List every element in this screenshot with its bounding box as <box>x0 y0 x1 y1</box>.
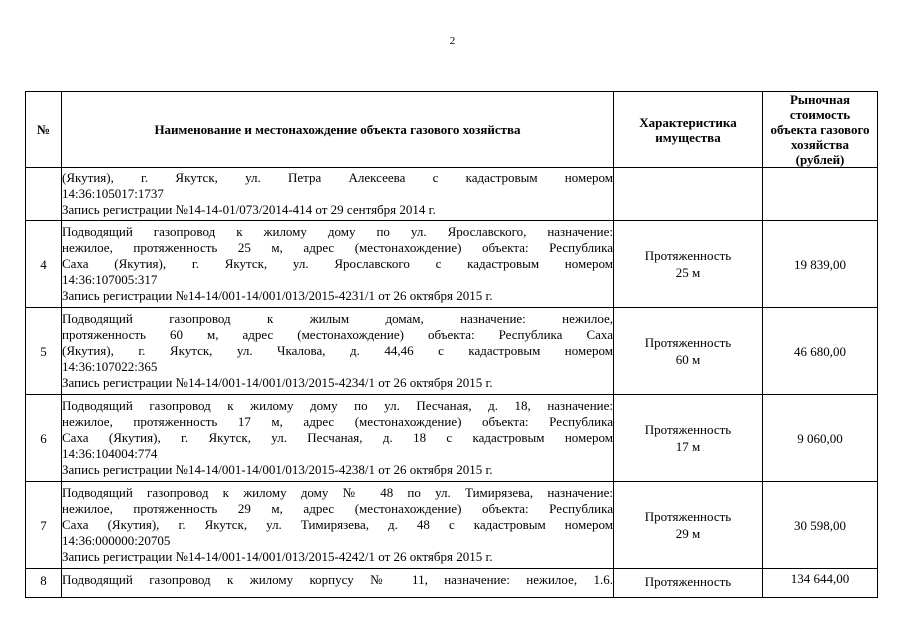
description-line: Запись регистрации №14-14/001-14/001/013/2015-4234/1 от 26 октября 2015 г. <box>62 375 493 390</box>
characteristic-label: Протяженность <box>644 335 732 350</box>
characteristic-label: Протяженность <box>644 509 732 524</box>
description-line: Подводящий газопровод к жилому дому по ул. Ярославского, назначение: <box>62 224 613 239</box>
row-characteristic-cell <box>614 168 763 221</box>
row-characteristic-cell <box>614 395 763 482</box>
row-description-cell <box>62 308 614 395</box>
description-line: Саха (Якутия), г. Якутск, ул. Ярославского с кадастровым номером <box>62 256 613 271</box>
description-line: Саха (Якутия), г. Якутск, ул. Песчаная, д. 18 с кадастровым номером <box>62 430 613 445</box>
table-row <box>26 221 878 308</box>
row-description-cell <box>62 482 614 569</box>
description-line: 14:36:107022:365 <box>62 359 158 374</box>
row-number-cell: 7 <box>26 482 62 569</box>
header-name-location: Наименование и местонахождение объекта газового хозяйства <box>62 92 614 168</box>
row-characteristic-cell <box>614 569 763 598</box>
table-row-continuation <box>26 168 878 221</box>
description-line: 14:36:107005:317 <box>62 272 158 287</box>
gas-facilities-table <box>25 91 878 598</box>
row-number-cell: 8 <box>26 569 62 598</box>
characteristic-label: Протяженность <box>644 574 732 589</box>
table-header-row <box>26 92 878 168</box>
characteristic-value: 25 м <box>675 265 701 280</box>
row-description-cell <box>62 395 614 482</box>
row-cost-cell: 19 839,00 <box>763 221 878 308</box>
description-line: Саха (Якутия), г. Якутск, ул. Тимирязева, д. 48 с кадастровым номером <box>62 517 613 532</box>
characteristic-value: 60 м <box>675 352 701 367</box>
header-number: № <box>26 92 62 168</box>
description-line: нежилое, протяженность 29 м, адрес (местонахождение) объекта: Республика <box>62 501 613 516</box>
page-number: 2 <box>449 35 456 47</box>
description-line: нежилое, протяженность 17 м, адрес (местонахождение) объекта: Республика <box>62 414 613 429</box>
row-cost-cell: 30 598,00 <box>763 482 878 569</box>
row-cost-cell: 9 060,00 <box>763 395 878 482</box>
description-line: Подводящий газопровод к жилому дому по ул. Песчаная, д. 18, назначение: <box>62 398 613 413</box>
table-row-partial <box>26 569 878 598</box>
table-row <box>26 395 878 482</box>
row-cost-cell: 134 644,00 <box>763 569 878 598</box>
row-description-cell <box>62 221 614 308</box>
row-characteristic-cell <box>614 308 763 395</box>
row-description-cell <box>62 168 614 221</box>
row-cost-cell: 46 680,00 <box>763 308 878 395</box>
characteristic-label: Протяженность <box>644 422 732 437</box>
description-line: Подводящий газопровод к жилому дому № 48 по ул. Тимирязева, назначение: <box>62 485 613 500</box>
description-line: Запись регистрации №14-14-01/073/2014-414 от 29 сентября 2014 г. <box>62 202 436 217</box>
row-number-cell: 5 <box>26 308 62 395</box>
description-line: 14:36:104004:774 <box>62 446 158 461</box>
table-row <box>26 308 878 395</box>
description-line: Запись регистрации №14-14/001-14/001/013/2015-4231/1 от 26 октября 2015 г. <box>62 288 493 303</box>
row-characteristic-cell <box>614 221 763 308</box>
description-line: Запись регистрации №14-14/001-14/001/013/2015-4238/1 от 26 октября 2015 г. <box>62 462 493 477</box>
description-line: нежилое, протяженность 25 м, адрес (местонахождение) объекта: Республика <box>62 240 613 255</box>
characteristic-value: 29 м <box>675 526 701 541</box>
characteristic-label: Протяженность <box>644 248 732 263</box>
description-line: (Якутия), г. Якутск, ул. Чкалова, д. 44,46 с кадастровым номером <box>62 343 613 358</box>
description-line: протяженность 60 м, адрес (местонахождение) объекта: Республика Саха <box>62 327 613 342</box>
row-number-cell: 6 <box>26 395 62 482</box>
description-line: 14:36:105017:1737 <box>62 186 164 201</box>
row-cost-cell <box>763 168 878 221</box>
row-number-cell: 4 <box>26 221 62 308</box>
characteristic-value: 17 м <box>675 439 701 454</box>
row-description-cell <box>62 569 614 598</box>
row-number-cell <box>26 168 62 221</box>
header-characteristic: Характеристика имущества <box>614 92 763 168</box>
description-line: Подводящий газопровод к жилым домам, назначение: нежилое, <box>62 311 613 326</box>
description-line: 14:36:000000:20705 <box>62 533 171 548</box>
header-market-value: Рыночная стоимость объекта газового хозяйства (рублей) <box>763 92 878 168</box>
description-line: Подводящий газопровод к жилому корпусу № 11, назначение: нежилое, 1.6. <box>62 572 613 587</box>
table-row <box>26 482 878 569</box>
description-line: (Якутия), г. Якутск, ул. Петра Алексеева с кадастровым номером <box>62 170 613 185</box>
description-line: Запись регистрации №14-14/001-14/001/013/2015-4242/1 от 26 октября 2015 г. <box>62 549 493 564</box>
row-characteristic-cell <box>614 482 763 569</box>
